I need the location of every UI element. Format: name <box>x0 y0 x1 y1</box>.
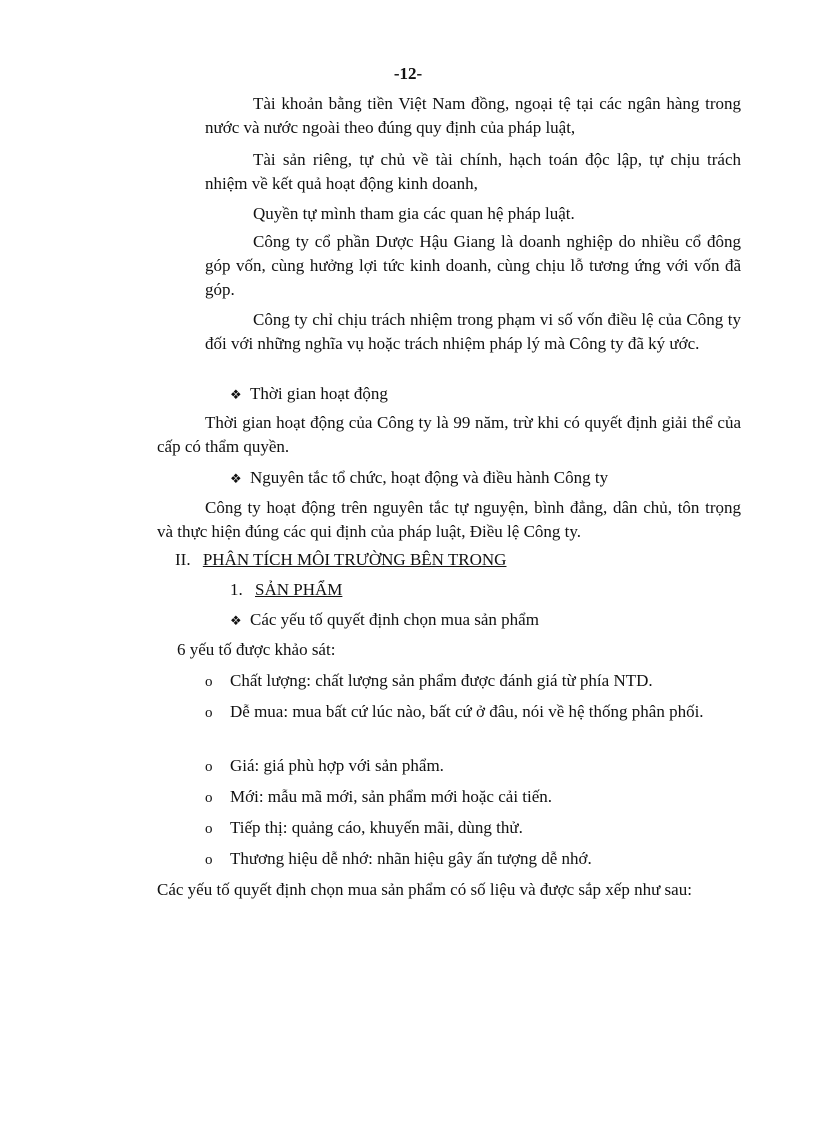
list-item: Thương hiệu dễ nhớ: nhãn hiệu gây ấn tượng dễ nhớ. <box>230 849 592 868</box>
circle-bullet-icon: o <box>205 705 213 721</box>
circle-bullet-icon: o <box>205 759 213 775</box>
subsection-title: SẢN PHẨM <box>255 580 343 599</box>
subsection-number: 1. <box>230 580 243 599</box>
diamond-bullet-icon: ❖ <box>230 471 242 486</box>
paragraph-liability: Công ty chỉ chịu trách nhiệm trong phạm vi số vốn điều lệ của Công ty đối với những nghĩa vụ hoặc trách nhiệm pháp lý mà Công ty đã ký ước. <box>205 310 741 353</box>
paragraph-principles: Công ty hoạt động trên nguyên tắc tự nguyện, bình đẳng, dân chủ, tôn trọng và thực hiện đúng các qui định của pháp luật, Điều lệ Công ty. <box>157 498 741 541</box>
closing-paragraph: Các yếu tố quyết định chọn mua sản phẩm có số liệu và được sắp xếp như sau: <box>157 880 692 899</box>
paragraph-legal-rights: Quyền tự mình tham gia các quan hệ pháp luật. <box>253 204 575 223</box>
circle-bullet-icon: o <box>205 674 213 690</box>
paragraph-operating-period: Thời gian hoạt động của Công ty là 99 năm, trừ khi có quyết định giải thể của cấp có thẩm quyền. <box>157 413 741 456</box>
section-number: II. <box>175 550 191 569</box>
paragraph-own-assets: Tài sản riêng, tự chủ về tài chính, hạch toán độc lập, tự chịu trách nhiệm về kết quả hoạt động kinh doanh, <box>205 150 741 193</box>
bullet-purchase-factors <box>230 608 539 633</box>
bullet-operating-time-text: Thời gian hoạt động <box>250 384 388 403</box>
paragraph-bank-accounts: Tài khoản bằng tiền Việt Nam đồng, ngoại tệ tại các ngân hàng trong nước và nước ngoài theo đúng quy định của pháp luật, <box>205 94 741 137</box>
list-item: Tiếp thị: quảng cáo, khuyến mãi, dùng thử. <box>230 818 523 837</box>
diamond-bullet-icon: ❖ <box>230 387 242 402</box>
circle-bullet-icon: o <box>205 790 213 806</box>
section-title: PHÂN TÍCH MÔI TRƯỜNG BÊN TRONG <box>202 550 507 569</box>
paragraph-joint-stock: Công ty cổ phần Dược Hậu Giang là doanh nghiệp do nhiều cổ đông góp vốn, cùng hưởng lợi tức kinh doanh, cùng chịu lỗ tương ứng với vốn đã góp. <box>205 232 741 299</box>
circle-bullet-icon: o <box>205 821 213 837</box>
subsection-heading <box>230 578 342 602</box>
circle-bullet-icon: o <box>205 852 213 868</box>
section-heading <box>175 548 506 572</box>
list-item: Giá: giá phù hợp với sản phẩm. <box>230 756 444 775</box>
list-item: Dễ mua: mua bất cứ lúc nào, bất cứ ở đâu, nói về hệ thống phân phối. <box>230 702 704 721</box>
page-number: -12- <box>393 64 423 83</box>
bullet-operating-time <box>230 382 388 407</box>
survey-intro: 6 yếu tố được khảo sát: <box>177 640 336 659</box>
list-item: Mới: mẫu mã mới, sản phẩm mới hoặc cải tiến. <box>230 787 553 806</box>
bullet-principles <box>230 466 608 491</box>
list-item: Chất lượng: chất lượng sản phẩm được đánh giá từ phía NTD. <box>230 671 653 690</box>
bullet-purchase-factors-text: Các yếu tố quyết định chọn mua sản phẩm <box>250 610 539 629</box>
diamond-bullet-icon: ❖ <box>230 613 242 628</box>
bullet-principles-text: Nguyên tắc tổ chức, hoạt động và điều hành Công ty <box>250 468 609 487</box>
